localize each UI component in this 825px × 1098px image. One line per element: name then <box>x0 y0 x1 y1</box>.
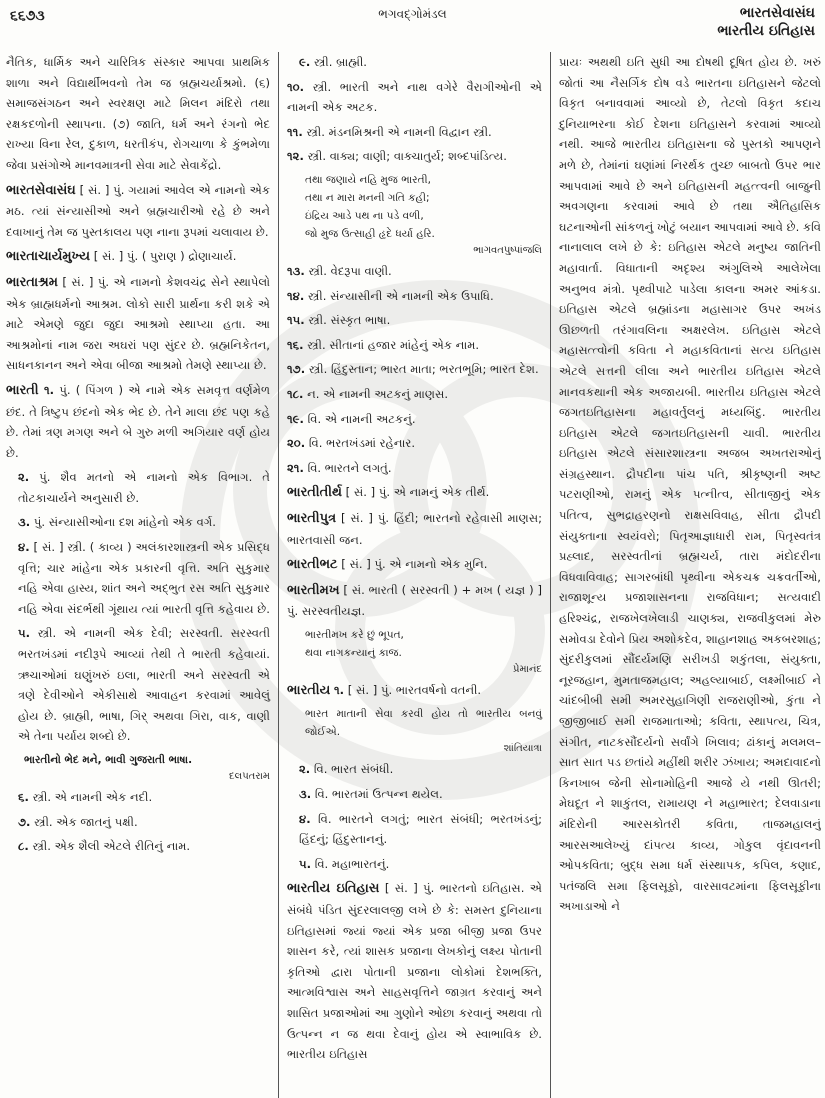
definition: દ્રોણાચાર્ય. <box>188 249 237 264</box>
grammar-label: [ સં. ] પું. <box>79 182 125 197</box>
sense-20: ૨૦. વિ. ભરતખંડમાં રહેનાર. <box>287 436 416 451</box>
entry-bharatimakh <box>287 580 542 622</box>
grammar-label: [ સં. ] પું. <box>347 682 393 697</box>
middle-column <box>278 52 550 1098</box>
headword: ભારતાશ્રમ <box>6 274 58 290</box>
headword: ભારતીતીર્થ <box>287 485 342 501</box>
sense-9: ૯. સ્ત્રી. બ્રાહ્મી. <box>299 55 367 69</box>
verse-source: પ્રેમાનંદ <box>512 663 542 675</box>
sense-11: ૧૧. સ્ત્રી. મંડનમિશ્રની એ નામની વિદ્વાન સ્ત્રી. <box>287 124 492 139</box>
sense-number: ૭. <box>18 814 31 829</box>
verse-source: ભાગવતપુષ્પાંજલિ <box>473 244 542 256</box>
sense-2 <box>6 467 270 508</box>
headword: ભારતીમખ <box>287 582 340 598</box>
sense-number: ૨. <box>18 470 30 485</box>
sense-5 <box>6 623 270 747</box>
sense-number: ૫. <box>18 626 31 641</box>
entry-bharatacharyamukhya <box>6 246 270 268</box>
verse-line: તથા ન મારા મનની ગતિ કહી; <box>305 191 430 204</box>
verse-line: થવા નાગકન્યાનું કાજ. <box>305 646 402 659</box>
sense-number: ૩. <box>18 515 31 530</box>
sense-1 <box>6 380 270 463</box>
itihas-continuation: પ્રાયઃ અથથી ઇતિ સુધી આ દોષથી દૂષિત હોય છે. ખરું જોતાં આ નૈસર્ગિક દોષ વડે ભારતના ઇતિહાસને જેટલો વિકૃત બનાવવામાં આવ્યો છે, તેટલો વિકૃત કદાચ દુનિયાભરના કોઈ દેશના ઇતિહાસને કરવામાં આવ્યો નથી. આજે ભારતીય ઇતિહાસના જે પુસ્તકો આપણને મળે છે, તેમાંનાં ઘણાંમાં નિરર્થક તુચ્છ બાબતો ઉપર ભાર આપવામાં આવે છે અને ઇતિહાસની મહત્ત્વની બાજુની અવગણના કરવામાં આવે છે તથા ઐતિહાસિક ઘટનાઓની સાંકળનું ખોટું બયાન આપવામાં આવે છે. કવિ નાનાલાલ લખે છે કે: ઇતિહાસ એટલે મનુષ્ય જાતિની મહાવાર્તા. વિધાતાની અદૃશ્ય અંગુલિએ આલેખેલા અનુભવ મંત્રો. પૃથ્વીપાટે પાડેલા કાલના અમર આંકડા. ઇતિહાસ એટલે બ્રહ્માંડના મહાસાગર ઉપર અખંડ ઊછળતી તરંગાવલિના અક્ષરલેખ. ઇતિહાસ એટલે મહાસત્ત્વોની કવિતા ને મહાકવિતાનાં સત્ય ઇતિહાસ એટલે સત્તની લીલા અને ભારતીય ઇતિહાસ એટલે માનવકથાની એક અજાયબી. ભારતીય ઇતિહાસ એટલે જગતઇતિહાસના મહાવર્તુલનું મધ્યબિંદુ. ભારતીય ઇતિહાસ એટલે જગતઇતિહાસની ચાવી. ભારતીય ઇતિહાસ એટલે સંસારશાસ્ત્રના અજબ અખતરાઓનું સંગ્રહસ્થાન. દ્રૌપદીના પાંચ પતિ, શ્રીકૃષ્ણની અષ્ટ પટરાણીઓ, રામનું એક પત્નીત્વ, સીતાજીનું એક પતિત્વ, સુભદ્રાહરણનો રાક્ષસવિવાહ, સીતા દ્રૌપદી સંયુક્તાના સ્વયંવરો; પિતૃઆજ્ઞાધારી રામ, પિતૃસ્વતંત્ર પ્રહ્લાદ, સરસ્વતીનાં બ્રહ્મચર્ય, તારા મંદોદરીના વિધવાવિવાહ; સાગરબાંધી પૃથ્વીના એકચક્ર ચક્રવર્તીઓ, રાજાશૂન્ય પ્રજાશાસનના રાજવિધાન; સત્યવાદી હરિશ્ચંદ્ર, રાજખેલખેલાડી ચાણક્ય, રાજવીકુલમાં મેરુ સમોવડા દેવોને પ્રિય અશોકદેવ, શાહાનશાહ અકબરશાહ; સુંદરીકુલમાં સૌંદર્યમણિ સરીખડી શકુંતલા, સંયુક્તા, નૂરજહાન, મુમતાજમહાલ; અહલ્યાબાઈ, લક્ષ્મીબાઈ ને ચાંદબીબી સમી અમરસુહાગિણી રાજરાણીઓ, કુંતા ને જીજીબાઈ સમી રાજમાતાઓ; કવિતા, સ્થાપત્ય, ચિત્ર, સંગીત, નાટકસૌંદર્યનો સર્વાંગે ખિલાવ; ઢાંકાનું મલમલ–સાત સાત પડ છતાંયે મહીંથી શરીર ઝંખાય; અમદાવાદનો કિનખાબ જેની સોનામોહિની આજે યે નથી ઊતરી; મેઘદૂત ને શાકુંતલ, રામાયણ ને મહાભારત; દેલવાડાના મંદિરોની આરસકોતરી કવિતા, તાજમહાલનું આરસઆલેખ્યું દાંપત્ય કાવ્ય, ગોકુલ વૃંદાવનની ઓપકવિતા; બુદ્ધ સમા ધર્મ સંસ્થાપક, કપિલ, કણાદ, પતંજલિ સમા ફિલસૂફો, વારસાવટમાંના ફિલસૂફીના અખાડાઓ ને <box>559 55 821 914</box>
definition: એ નામનો એક મુનિ. <box>389 557 488 572</box>
guide-word-last: ભારતીય ઇતિહાસ <box>717 23 815 39</box>
entry-bharatiputra <box>287 508 542 550</box>
sense-text: સ્ત્રી. એક શૈલી એટલે રીતિનું નામ. <box>32 839 191 854</box>
definition: હિંદી; ભારતનો રહેવાસી માણસ; ભારતવાસી જન. <box>287 510 542 547</box>
sense-15: ૧૫. સ્ત્રી. સંસ્કૃત ભાષા. <box>287 313 391 328</box>
definition: ભારતનો ઇતિહાસ. એ સંબંધે પંડિત સુંદરલાલજી લખે છે કે: સમસ્ત દુનિયાના ઇતિહાસમાં જ્યાં જ્યાં એક પ્રજા બીજી પ્રજા ઉપર શાસન કરે, ત્યાં શાસક પ્રજાના લેખકોનું લક્ષ્ય પોતાની કૃતિઓ દ્વારા પોતાની પ્રજાના લોકોમાં દેશભક્તિ, આત્મવિશ્વાસ અને સાહસવૃત્તિને જાગ્રત કરવાનું અને શાસિત પ્રજાઓમાં આ ગુણોને ઓછા કરવાનું અથવા તો ઉત્પન્ન ન જ થવા દેવાનું હોય એ સ્વાભાવિક છે. ભારતીય ઇતિહાસ <box>287 881 543 1062</box>
sense-number: ૪. <box>18 540 30 555</box>
sense-6 <box>6 787 270 808</box>
sense-17: ૧૭. સ્ત્રી. હિંદુસ્તાન; ભારત માતા; ભરતભૂમિ; ભારત દેશ. <box>287 362 539 377</box>
running-title: ભગવદ્ગોમંડલ <box>378 7 447 21</box>
definition: એ નામનું એક તીર્થ. <box>393 485 490 500</box>
sense-3: ૩. વિ. ભારતમાં ઉત્પન્ન થયેલ. <box>299 787 443 802</box>
dictionary-columns <box>6 52 821 1098</box>
guide-word-first: ભારતસેવાસંઘ <box>739 5 815 21</box>
verse-line: ઇંદ્રિય આડે પથ ના પડે વળી, <box>305 209 424 222</box>
definition: સરસ્વતીયજ્ઞ. <box>301 604 366 619</box>
sense-2: ૨. વિ. ભારત સંબંધી. <box>299 762 394 777</box>
sense-16: ૧૬. સ્ત્રી. સીતાનાં હજાર માંહેનું એક નામ. <box>287 337 480 352</box>
entry-bharatitirth <box>287 482 542 504</box>
sense-text: ભારતવર્ષનો વતની. <box>395 682 482 697</box>
sense-text: સ્ત્રી. એક જાતનું પક્ષી. <box>34 814 138 829</box>
grammar-label: [ સં. ] પું. <box>341 557 386 572</box>
grammar-label: [ સં. ભારતી ( સરસ્વતી ) + મખ ( યજ્ઞ ) ] પું. <box>287 582 542 619</box>
left-column <box>6 52 278 1098</box>
sense-18: ૧૮. ન. એ નામની અટકનું માણસ. <box>287 386 449 401</box>
entry-bharati <box>6 380 270 857</box>
quote-source: શાંતિયાત્રા <box>503 743 542 755</box>
quote-text: ભારત માતાની સેવા કરવી હોય તો ભારતીય બનવું જોઈએ. <box>305 708 542 739</box>
guide-words <box>717 4 815 40</box>
verse-line: જો મુજ ઉત્સાહી હૃદે ધર્યા હરિ. <box>305 227 435 240</box>
sense-text: પું. ( પિંગળ ) એ નામે એક સમવૃત્ત વર્ણમેળ છંદ. તે ત્રિષ્ટુપ છંદનો એક ભેદ છે. તેને માલા છંદ પણ કહે છે. તેમાં ત્રણ મગણ અને બે ગુરુ મળી અગિયાર વર્ણ હોય છે. <box>6 382 270 460</box>
sense-text: પું. શૈવ મતનો એ નામનો એક વિભાગ. તે તોટકાચાર્યને અનુસારી છે. <box>18 470 270 505</box>
definition: ગયામાં આવેલ એ નામનો એક મઠ. ત્યાં સંન્યાસીઓ અને બ્રહ્મચારીઓ રહે છે અને દવાખાનું તેમ જ પુસ્તકાલય પણ નાના રૂપમાં ચલાવાય છે. <box>6 182 271 239</box>
page-number: ૬૬૭૩ <box>10 8 45 24</box>
headword: ભારતી <box>6 382 39 398</box>
sense-4: ૪. વિ. ભારતને લગતું; ભારત સંબંધી; ભરતખંડનું; હિંદનું; હિંદુસ્તાનનું. <box>299 811 543 847</box>
sense-text: સ્ત્રી. એ નામની એક દેવી; સરસ્વતી. સરસ્વતી ભરતખંડમાં નદીરૂપે આવ્યાં તેથી તે ભારતી કહેવાયાં. ઋચાઓમાં ઘણુંખરું ઇલા, ભારતી અને સરસ્વતી એ ત્રણે દેવીઓને એકીસાથે આવાહન કરવામાં આવેલું હોય છે. બ્રાહ્મી, ભાષા, ગિર્ અથવા ગિરા, વાક, વાણી એ તેના પર્યાય શબ્દો છે. <box>18 626 271 744</box>
sense-number: ૬. <box>18 790 29 804</box>
sense-number: ૮. <box>18 839 29 854</box>
sense-19: ૧૯. વિ. એ નામની અટકનું. <box>287 411 416 426</box>
sense-text: સ્ત્રી. એ નામની એક નદી. <box>32 790 153 804</box>
sense-21: ૨૧. વિ. ભારતને લગતું. <box>287 460 392 475</box>
headword: ભારતસેવાસંઘ <box>6 182 76 198</box>
continuation-text: નૈતિક, ધાર્મિક અને ચારિત્રિક સંસ્કાર આપવા પ્રાથમિક શાળા અને વિદ્યાર્થીભવનો તેમ જ બ્રહ્મચર્યાશ્રમો. (૬) સમાજસંગઠન અને સ્વરક્ષણ માટે મિલન મંદિરો તથા રક્ષકદળોની સ્થાપના. (૭) જાતિ, ધર્મ અને રંગનો ભેદ રાખ્યા વિના રેલ, દુકાળ, ધરતીકંપ, રોગચાળા કે કુંભમેળા જેવા પ્રસંગોએ માનવમાત્રની સેવા માટે સેવાકેંદ્રો. <box>6 55 270 172</box>
headword: ભારતાચાર્યમુખ્ય <box>6 249 91 265</box>
sense-3 <box>6 512 270 533</box>
definition: એ નામનો કેશવચંદ્ર સેને સ્થાપેલો એક બ્રાહ્મધર્મનો આશ્રમ. લોકો સારી પ્રાર્થના કરી શકે એ માટે એમણે જુદા જુદા આશ્રમો સ્થાપ્યા હતા. આ આશ્રમોનાં નામ જરા અઘરાં પણ સુંદર છે. બ્રહ્મનિકેતન, સાધનકાનન અને એવા બીજા આશ્રમો તેમણે સ્થાપ્યા છે. <box>6 274 271 373</box>
sense-4 <box>6 537 270 619</box>
headword: ભારતીય ઇતિહાસ <box>287 881 380 897</box>
grammar-label: [ સં. ] પું. <box>340 510 390 525</box>
sense-10: ૧૦. સ્ત્રી. ભારતી અને નાથ વગેરે વૈરાગીઓની એ નામની એક અટક. <box>287 79 542 115</box>
entry-bhartiya <box>287 680 542 875</box>
sense-text: [ સં. ] સ્ત્રી. ( કાવ્ય ) અલંકારશાસ્ત્રની એક પ્રસિદ્ધ વૃત્તિ; ચાર માંહેના એક પ્રકારની વૃત્તિ. અતિ સુકુમાર નહિ એવા હાસ્ય, શાંત અને અદ્ભુત રસ અતિ સુકુમાર નહિ એવા સંદર્ભથી ગૂંથાય ત્યાં ભારતી વૃત્તિ કહેવાય છે. <box>18 540 270 616</box>
sense-5: ૫. વિ. મહાભારતનું. <box>299 856 390 871</box>
grammar-label: [ સં. ] પું. ( પુરાણ ) <box>93 249 185 264</box>
headword: ભારતીપુત્ર <box>287 510 337 526</box>
headword: ભારતીય <box>287 682 331 698</box>
headword: ભારતીભટ <box>287 557 338 573</box>
grammar-label: [ સં. ] પું. <box>384 881 435 896</box>
sense-number: ૧. <box>333 682 345 697</box>
grammar-label: [ સં. ] પું. <box>345 485 391 500</box>
right-column <box>550 52 821 1098</box>
sense-12: ૧૨. સ્ત્રી. વાક્ય; વાણી; વાક્ચાતુર્ય; શબ્દપાંડિત્ય. <box>287 149 507 164</box>
entry-bharatibhat <box>287 554 542 576</box>
sense-14: ૧૪. સ્ત્રી. સંન્યાસીની એ નામની એક ઉપાધિ. <box>287 288 494 303</box>
sense-8 <box>6 836 270 857</box>
sense-number: ૧. <box>43 382 55 397</box>
verse-line: ભારતીમખ કરે છું ભૂપત, <box>305 628 404 641</box>
sense-13: ૧૩. સ્ત્રી. વેદરૂપા વાણી. <box>287 263 392 278</box>
entry-bhartiya-itihas <box>287 878 542 1064</box>
entry-bharatsevasangh <box>6 180 270 243</box>
quote-source: દલપતરામ <box>229 771 270 782</box>
entry-bharatashram <box>6 272 270 376</box>
quote-text: ભારતીનો ભેદ મને, ભાવી ગુજરાતી ભાષા. <box>24 754 193 766</box>
verse-line: તથા જણાયે નહિ મુજ ભારતી, <box>305 173 431 186</box>
sense-text: પું. સંન્યાસીઓના દશ માંહેનો એક વર્ગ. <box>33 515 216 530</box>
page-header <box>0 0 825 52</box>
grammar-label: [ સં. ] પું. <box>62 274 110 289</box>
sense-7 <box>6 812 270 833</box>
